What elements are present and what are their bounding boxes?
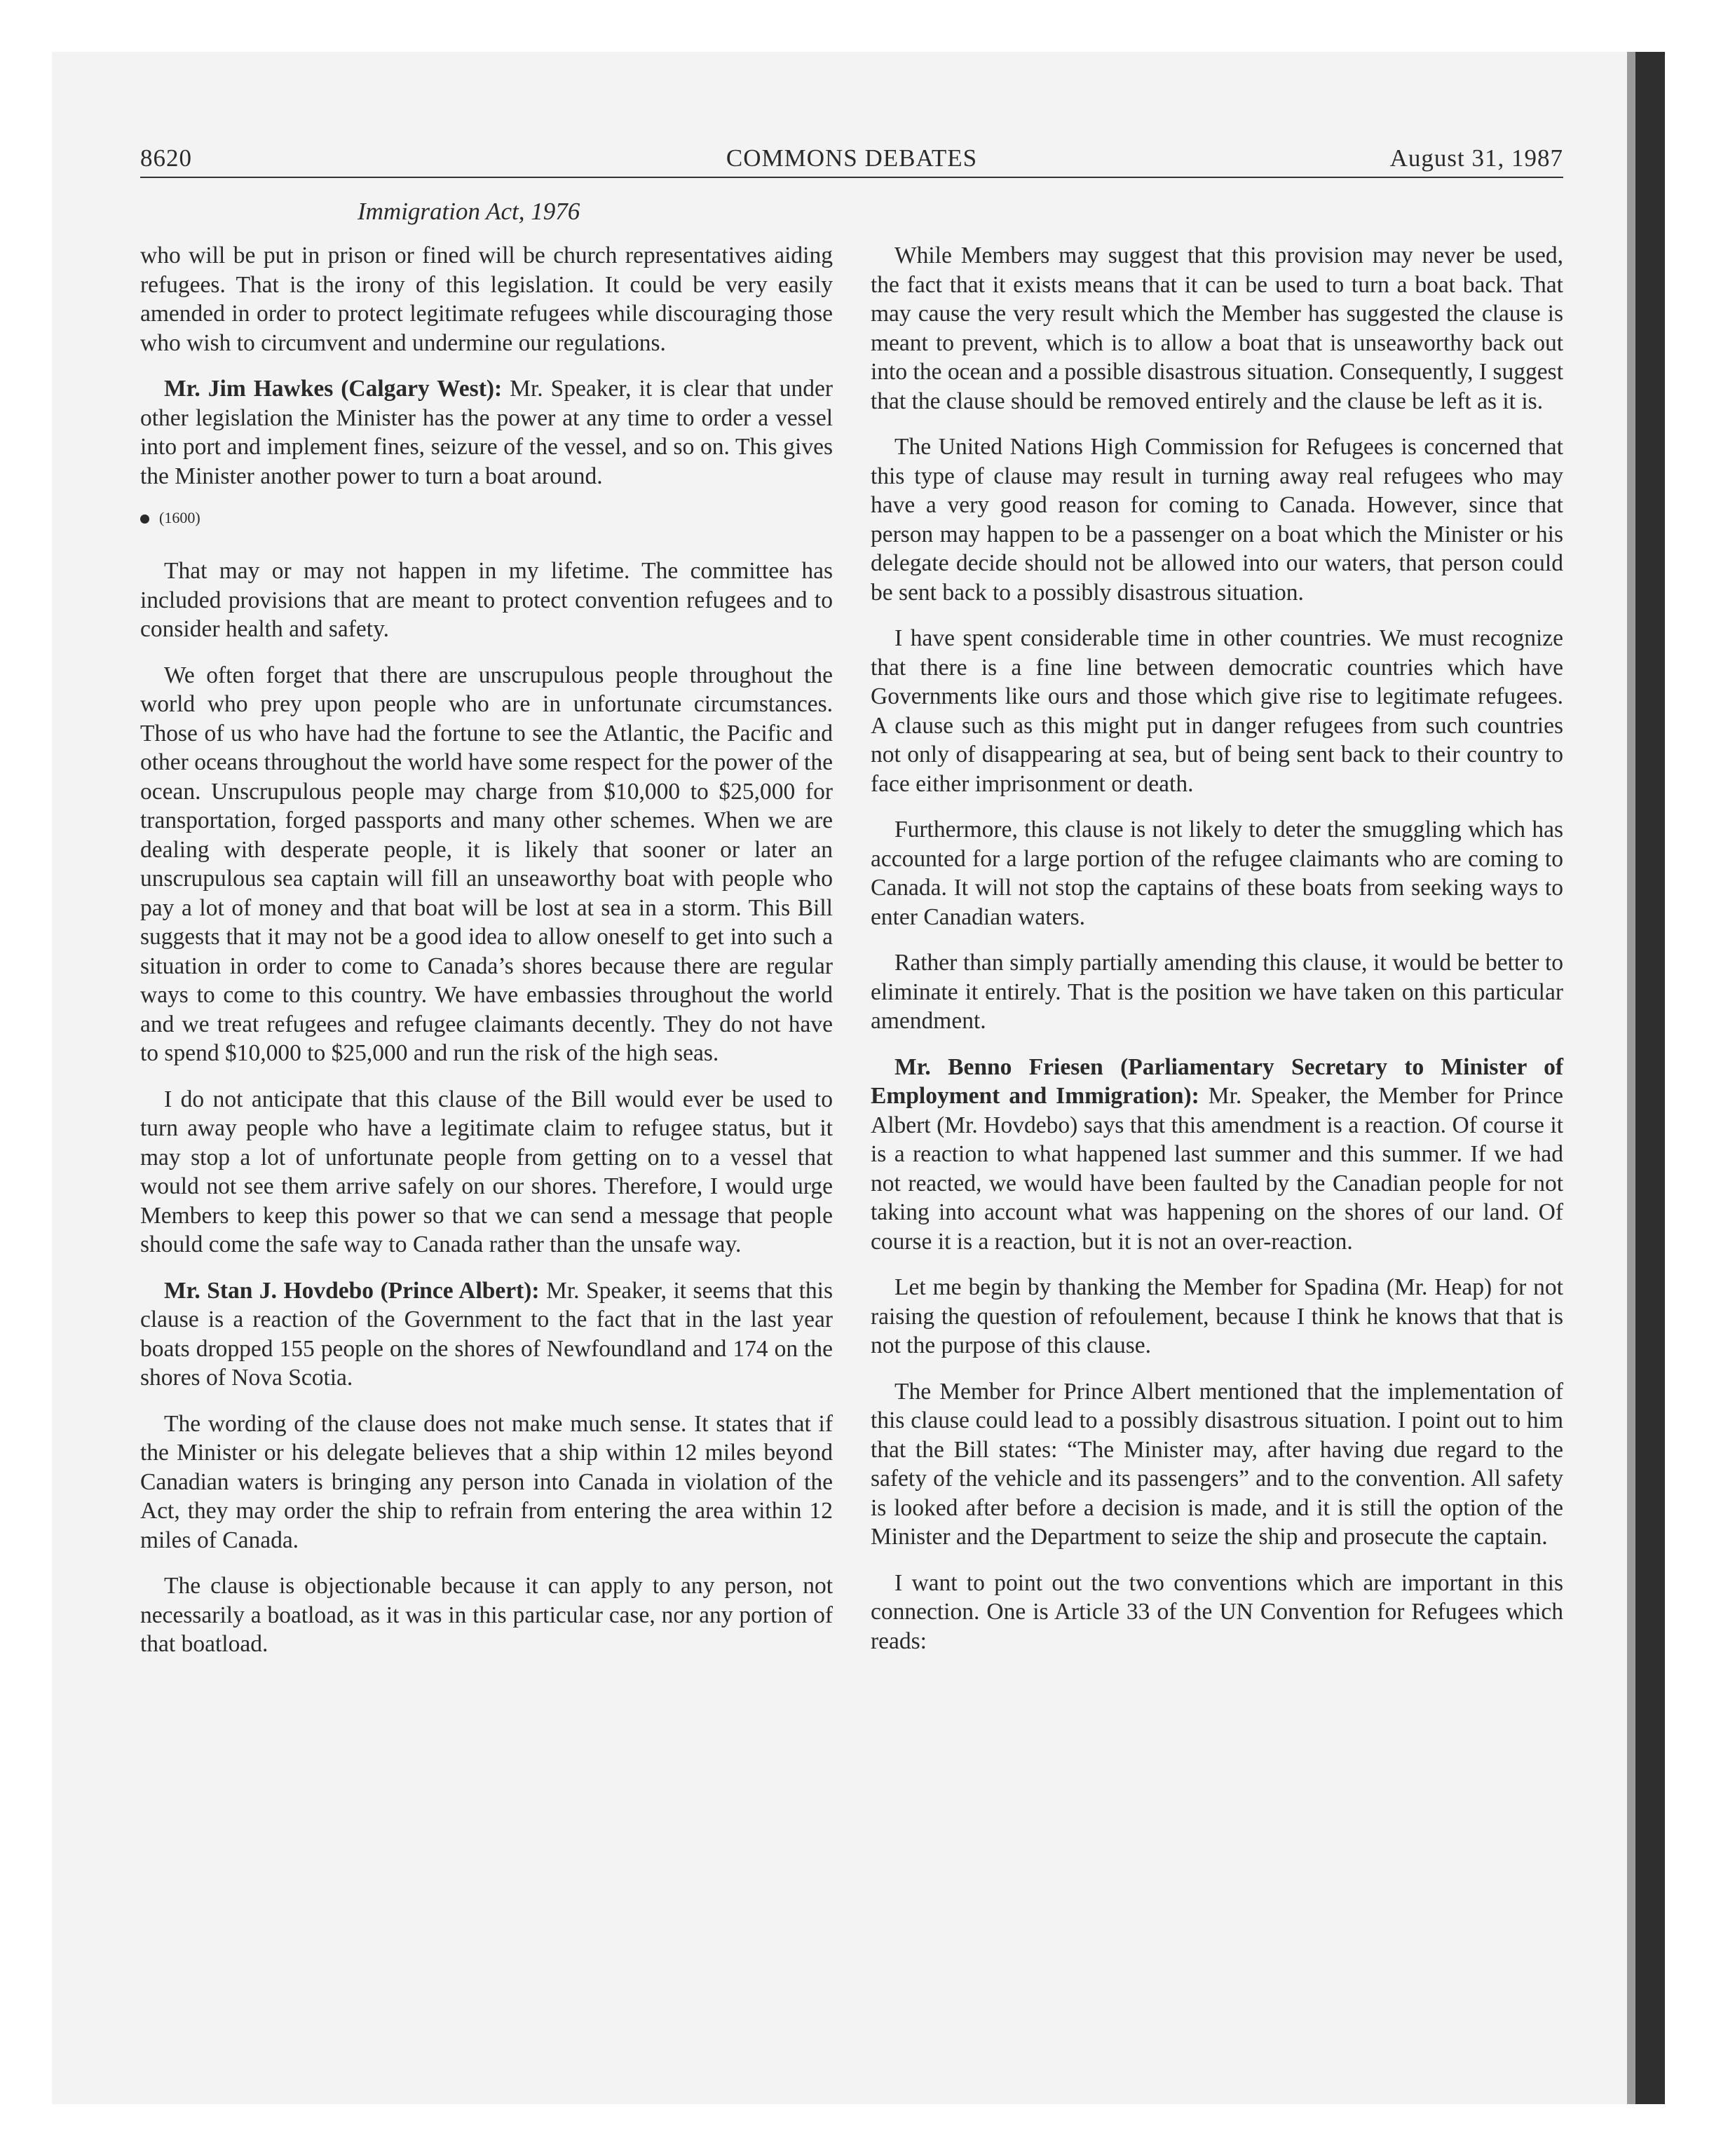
paragraph: I do not anticipate that this clause of the Bill would ever be used to turn away people who have a legitimate claim to refugee status, but it may stop a lot of unfortunate people from getting on to a vessel that would not see them arrive safely on our shores. Therefore, I would urge Members to keep this power so that we can send a message that people should come the safe way to Canada rather than the unsafe way. xyxy=(140,1086,833,1257)
running-header xyxy=(140,140,1563,178)
paragraph: The clause is objectionable because it can apply to any person, not necessarily a boatload, as it was in this particular case, nor any portion of that boatload. xyxy=(140,1573,833,1657)
paragraph: Rather than simply partially amending this clause, it would be better to eliminate it entirely. That is the position we have taken on this particular amendment. xyxy=(871,950,1563,1034)
paragraph: The Member for Prince Albert mentioned that the implementation of this clause could lead to a possibly disastrous situation. I point out to him that the Bill states: “The Minister may, after having due regard to the safety of the vehicle and its passengers” and to the convention. All safety is looked after before a decision is made, and it is still the option of the Minister and the Department to seize the ship and prosecute the captain. xyxy=(871,1378,1563,1550)
left-column xyxy=(140,241,833,1676)
paragraph: The United Nations High Commission for Refugees is concerned that this type of clause may result in turning away real refugees who may have a very good reason for coming to Canada. However, since that person may happen to be a passenger on a boat which the Minister or his delegate decide should not be allowed into our waters, that person could be sent back to a possibly disastrous situation. xyxy=(871,434,1563,606)
publication-title: COMMONS DEBATES xyxy=(726,144,978,172)
paragraph: We often forget that there are unscrupulous people throughout the world who prey upon people who are in unfortunate circumstances. Those of us who have had the fortune to see the Atlantic, the Pacific and other oceans throughout the world have some respect for the power of the ocean. Unscrupulous people may charge from $10,000 to $25,000 for transportation, forged passports and many other schemes. When we are dealing with desperate people, it is likely that sooner or later an unscrupulous sea captain will fill an unseaworthy boat with people who pay a lot of money and that boat will be lost at sea in a storm. This Bill suggests that it may not be a good idea to allow oneself to get into such a situation in order to come to Canada’s shores because there are regular ways to come to this country. We have embassies throughout the world and we treat refugees and refugee claimants decently. They do not have to spend $10,000 to $25,000 and run the risk of the high seas. xyxy=(140,662,833,1066)
speech-text: Mr. Speaker, it seems that this clause is a reaction of the Government to the fact that in the last year boats dropped 155 people on the shores of Newfoundland and 174 on the shores of Nova Scotia. xyxy=(140,1277,834,1391)
page-number: 8620 xyxy=(140,144,192,172)
speaker-name: Mr. Jim Hawkes (Calgary West): xyxy=(164,376,503,402)
paragraph: Furthermore, this clause is not likely to deter the smuggling which has accounted for a large portion of the refugee claimants who are coming to Canada. It will not stop the captains of these boats from seeking ways to enter Canadian waters. xyxy=(871,817,1563,930)
paragraph: While Members may suggest that this provision may never be used, the fact that it exists means that it can be used to turn a boat back. That may cause the very result which the Member has suggested the clause is meant to prevent, which is to allow a boat that is unseaworthy back out into the ocean and a possible disastrous situation. Consequently, I suggest that the clause should be removed entirely and the clause be left as it is. xyxy=(871,243,1563,414)
scan-edge-border xyxy=(1635,52,1665,2104)
speaker-paragraph xyxy=(140,1276,833,1393)
timestamp-marker xyxy=(140,507,833,528)
speech-text: Mr. Speaker, the Member for Prince Albert (Mr. Hovdebo) says that this amendment is a reaction. Of course it is a reaction to what happened last summer and this summer. If we had not reacted, we would have been faulted by the Canadian people for not taking into account what was happening on the shores of our land. Of course it is a reaction, but it is not an over-reaction. xyxy=(871,1083,1563,1255)
speaker-name: Mr. Benno Friesen (Parliamentary Secretary to Minister of Employment and Immigration): xyxy=(871,1053,1563,1109)
publication-date: August 31, 1987 xyxy=(1389,144,1563,172)
speaker-paragraph xyxy=(140,374,833,491)
right-column xyxy=(871,241,1563,1672)
paragraph: I have spent considerable time in other countries. We must recognize that there is a fine line between democratic countries which have Governments like ours and those which give rise to legitimate refugees. A clause such as this might put in danger refugees from such countries not only of disappearing at sea, but of being sent back to their country to face either imprisonment or death. xyxy=(871,625,1563,797)
section-subheader: Immigration Act, 1976 xyxy=(358,198,580,225)
paragraph: That may or may not happen in my lifetime. The committee has included provisions that are meant to protect convention refugees and to consider health and safety. xyxy=(140,558,833,642)
paragraph: The wording of the clause does not make much sense. It states that if the Minister or his delegate believes that a ship within 12 miles beyond Canadian waters is bringing any person into Canada in violation of the Act, they may order the ship to refrain from entering the area within 12 miles of Canada. xyxy=(140,1410,833,1553)
scan-edge-shadow xyxy=(1627,52,1635,2104)
paragraph: I want to point out the two conventions which are important in this connection. One is Article 33 of the UN Convention for Refugees which reads: xyxy=(871,1569,1563,1654)
timestamp: (1600) xyxy=(159,509,200,526)
speaker-name: Mr. Stan J. Hovdebo (Prince Albert): xyxy=(164,1277,540,1304)
bullet-icon xyxy=(140,514,149,524)
paragraph: who will be put in prison or fined will be church representatives aiding refugees. That is the irony of this legislation. It could be very easily amended in order to protect legitimate refugees while discouraging those who wish to circumvent and undermine our regulations. xyxy=(140,243,833,356)
paragraph: Let me begin by thanking the Member for Spadina (Mr. Heap) for not raising the question of refoulement, because I think he knows that that is not the purpose of this clause. xyxy=(871,1274,1563,1358)
speaker-paragraph xyxy=(871,1053,1563,1257)
speech-text: Mr. Speaker, it is clear that under other legislation the Minister has the power at any time to order a vessel into port and implement fines, seizure of the vessel, and so on. This gives the Minister another power to turn a boat around. xyxy=(140,376,833,489)
